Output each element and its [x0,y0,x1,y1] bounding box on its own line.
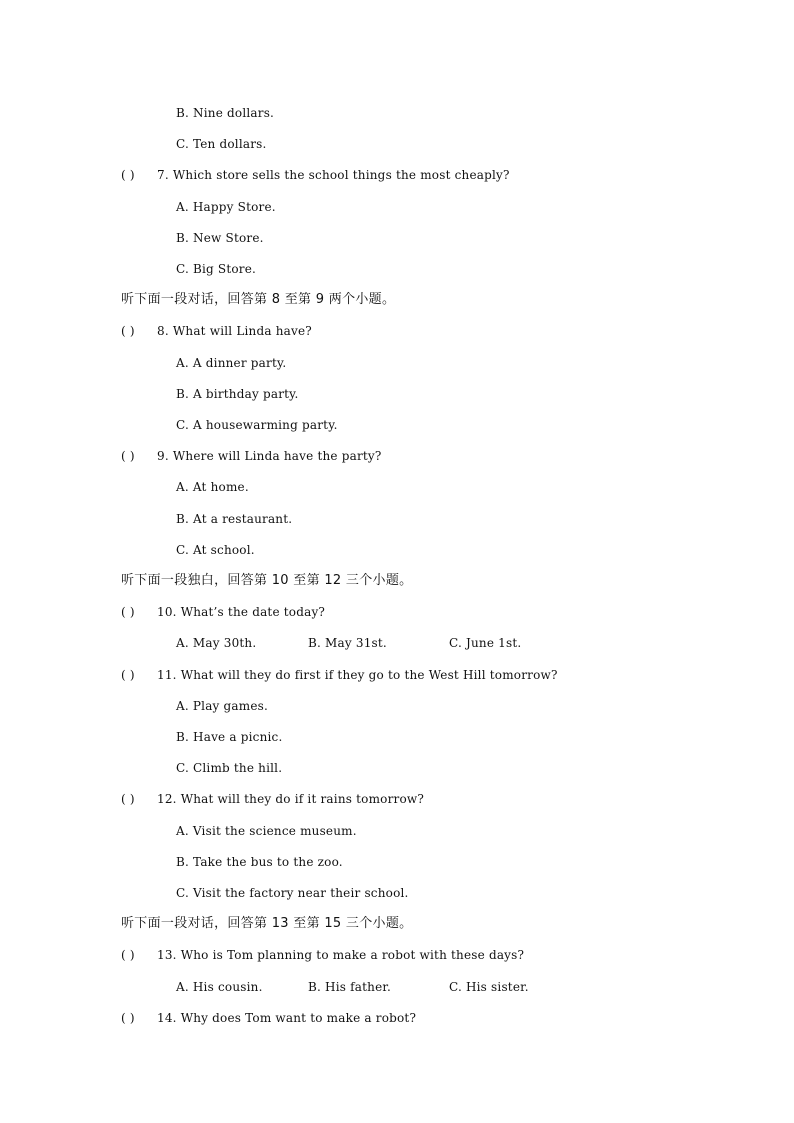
answer-blank: ( ) [121,1010,135,1025]
answer-option: A. Play games. [176,698,269,713]
question-row [121,446,382,466]
answer-option: B. At a restaurant. [176,511,293,526]
answer-blank: ( ) [121,948,135,963]
section-instruction: 听下面一段独白，回答第 10 至第 12 三个小题。 [121,573,413,588]
answer-blank: ( ) [121,168,135,183]
question-row [121,789,424,809]
question-text: 9. Where will Linda have the party? [157,449,382,464]
answer-option: B. May 31st. [308,636,387,651]
answer-option: A. His cousin. [176,979,263,994]
question-text: 12. What will they do if it rains tomorrow? [157,792,424,807]
question-row [121,945,524,965]
question-row [121,602,325,622]
question-text: 14. Why does Tom want to make a robot? [157,1010,417,1025]
question-row [121,165,510,185]
answer-option: A. Happy Store. [176,199,276,214]
inline-options-row [0,977,794,997]
answer-option: B. Nine dollars. [176,106,275,120]
question-row [121,1008,416,1028]
answer-option: A. A dinner party. [176,355,287,370]
question-row [121,665,558,685]
inline-options-row [0,633,794,653]
answer-option: B. New Store. [176,230,264,245]
answer-option: C. Big Store. [176,262,257,276]
question-row [121,321,312,341]
answer-option: B. His father. [308,979,392,994]
section-instruction: 听下面一段对话，回答第 13 至第 15 三个小题。 [121,916,413,932]
section-instruction: 听下面一段对话，回答第 8 至第 9 两个小题。 [121,292,396,308]
answer-option: C. Climb the hill. [176,761,283,776]
question-text: 13. Who is Tom planning to make a robot with these days? [157,948,525,963]
answer-option: C. Ten dollars. [176,137,267,152]
answer-option: C. Visit the factory near their school. [176,886,409,900]
answer-blank: ( ) [121,449,135,464]
answer-option: A. Visit the science museum. [176,823,357,838]
answer-option: C. His sister. [449,979,529,994]
answer-blank: ( ) [121,792,135,807]
answer-option: C. At school. [176,542,255,557]
answer-option: C. A housewarming party. [176,418,338,432]
question-text: 8. What will Linda have? [157,324,312,339]
answer-blank: ( ) [121,324,135,339]
answer-blank: ( ) [121,605,135,620]
question-text: 11. What will they do first if they go to the West Hill tomorrow? [157,667,558,682]
answer-option: C. June 1st. [449,636,522,651]
answer-option: B. A birthday party. [176,386,299,401]
answer-option: B. Have a picnic. [176,730,283,744]
question-text: 7. Which store sells the school things the most cheaply? [157,168,510,183]
answer-blank: ( ) [121,667,135,682]
answer-option: A. May 30th. [176,636,257,651]
question-text: 10. What’s the date today? [157,605,326,620]
answer-option: B. Take the bus to the zoo. [176,854,343,869]
answer-option: A. At home. [176,480,249,495]
